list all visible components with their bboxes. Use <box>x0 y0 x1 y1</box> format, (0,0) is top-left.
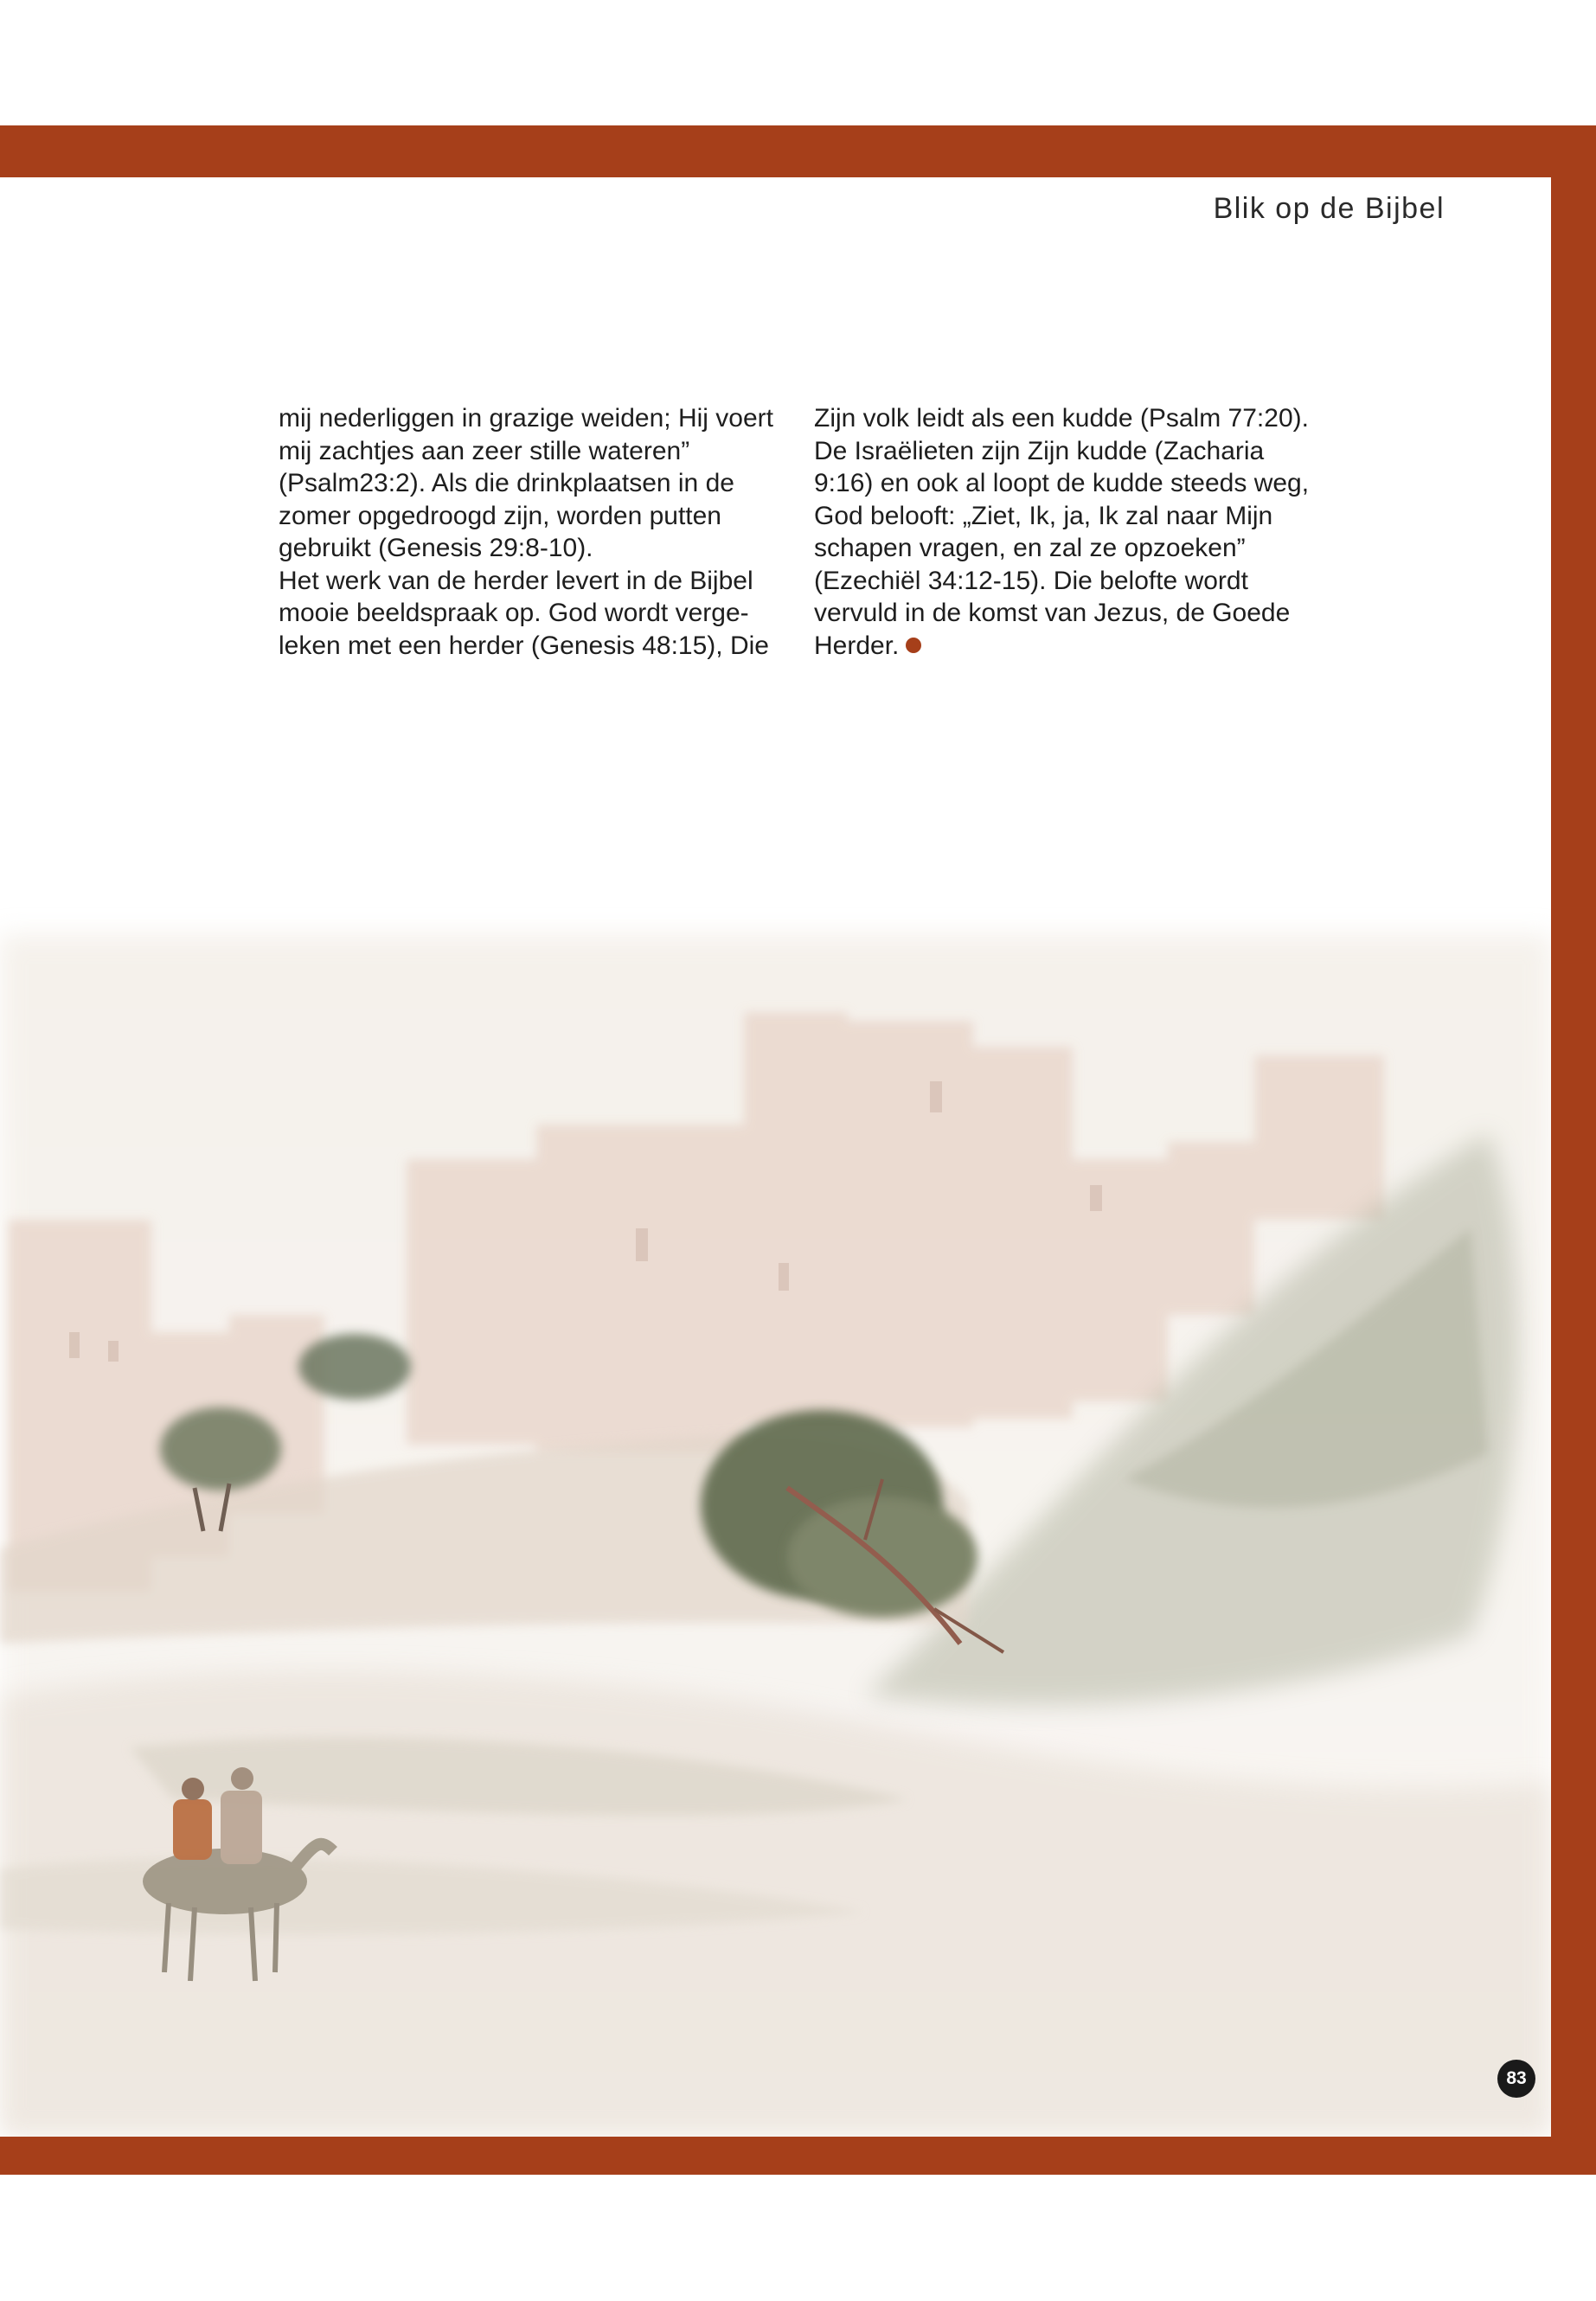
end-of-article-icon <box>906 638 921 653</box>
landscape-illustration <box>0 675 1551 2137</box>
page-number: 83 <box>1497 2060 1535 2098</box>
frame-top-bar <box>0 125 1551 177</box>
text-column-left <box>279 402 776 662</box>
frame-right-bar <box>1551 125 1596 2175</box>
paragraph: mij nederliggen in grazige weiden; Hij voert mij zachtjes aan zeer stille wateren” (Psalm23:2). Als die drinkplaatsen in de zomer opgedroogd zijn, worden putten gebruikt (Genesis 29:8-10). <box>279 404 773 562</box>
paragraph-with-end-mark <box>814 402 1311 662</box>
frame-bottom-bar <box>0 2137 1596 2175</box>
section-title: Blik op de Bijbel <box>1213 192 1445 225</box>
paragraph: Zijn volk leidt als een kudde (Psalm 77:20). De Israëlieten zijn Zijn kudde (Zacharia 9:16) en ook al loopt de kudde steeds weg, God belooft: „Ziet, Ik, ja, Ik zal naar Mijn schapen vragen, en zal ze opzoeken” (Ezechiël 34:12-15). Die belofte wordt vervuld in de komst van Jezus, de Goede Herder. <box>814 404 1310 660</box>
text-column-right <box>814 402 1311 662</box>
paragraph: Het werk van de herder levert in de Bijbel mooie beeldspraak op. God wordt vergeleken met een herder (Genesis 48:15), Die <box>279 566 769 660</box>
